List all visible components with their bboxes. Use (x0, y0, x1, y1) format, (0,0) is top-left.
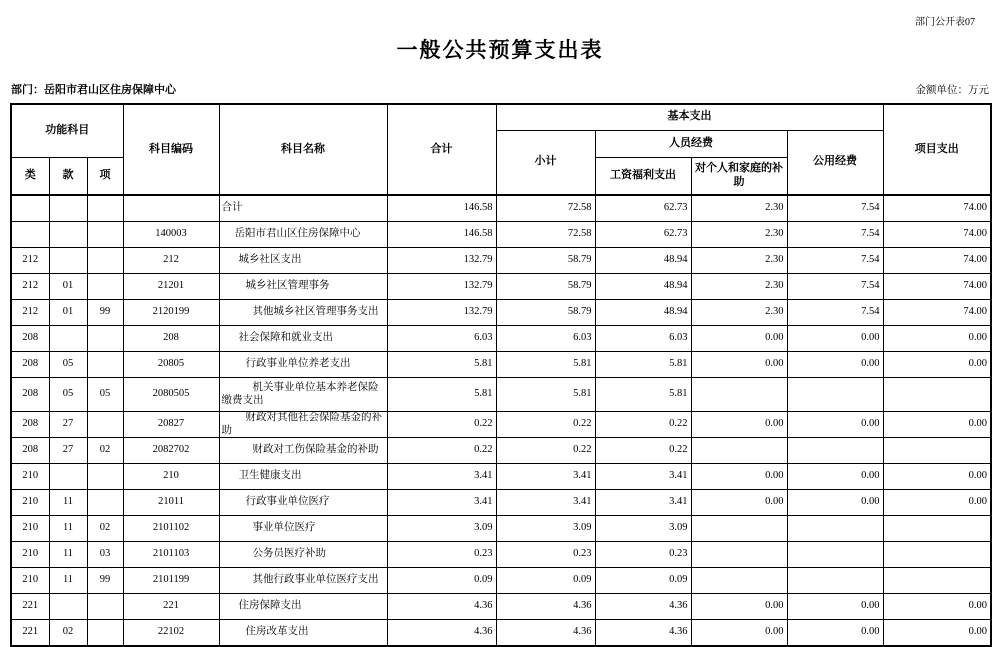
cell-code: 21201 (123, 274, 219, 300)
department-label: 部门：岳阳市君山区住房保障中心 (11, 84, 176, 96)
cell-wages: 48.94 (595, 248, 691, 274)
cell-public (787, 542, 883, 568)
table-row (11, 490, 991, 516)
cell-item: 99 (87, 300, 123, 326)
cell-project: 0.00 (883, 490, 991, 516)
cell-code: 22102 (123, 620, 219, 647)
cell-total: 4.36 (387, 620, 496, 647)
cell-code: 221 (123, 594, 219, 620)
cell-class: 208 (11, 326, 49, 352)
table-row (11, 326, 991, 352)
cell-name: 社会保障和就业支出 (219, 326, 387, 352)
cell-wages: 0.22 (595, 412, 691, 438)
cell-subtotal: 5.81 (496, 378, 595, 412)
cell-code: 210 (123, 464, 219, 490)
cell-project (883, 542, 991, 568)
cell-name: 城乡社区管理事务 (219, 274, 387, 300)
table-row (11, 412, 991, 438)
cell-total: 3.09 (387, 516, 496, 542)
table-row (11, 352, 991, 378)
cell-class: 221 (11, 620, 49, 647)
header-subtotal: 小计 (496, 130, 595, 195)
cell-subtotal: 72.58 (496, 195, 595, 222)
cell-class: 208 (11, 438, 49, 464)
cell-wages: 4.36 (595, 594, 691, 620)
cell-name: 财政对其他社会保险基金的补助 (219, 412, 387, 438)
cell-class: 212 (11, 248, 49, 274)
table-row (11, 378, 991, 412)
cell-project: 0.00 (883, 412, 991, 438)
table-row (11, 464, 991, 490)
cell-public: 7.54 (787, 248, 883, 274)
cell-total: 132.79 (387, 248, 496, 274)
cell-public: 0.00 (787, 352, 883, 378)
cell-subtotal: 58.79 (496, 248, 595, 274)
amount-unit-label: 金额单位：万元 (915, 85, 989, 96)
budget-table (10, 103, 992, 647)
cell-public: 0.00 (787, 326, 883, 352)
cell-wages: 48.94 (595, 300, 691, 326)
header-section: 款 (49, 157, 87, 195)
cell-section: 11 (49, 490, 87, 516)
cell-code: 2080505 (123, 378, 219, 412)
cell-project: 0.00 (883, 464, 991, 490)
cell-personal-family (691, 438, 787, 464)
header-personnel-funds: 人员经费 (595, 130, 787, 157)
cell-class: 212 (11, 274, 49, 300)
cell-name: 公务员医疗补助 (219, 542, 387, 568)
table-row (11, 248, 991, 274)
cell-item: 03 (87, 542, 123, 568)
cell-total: 132.79 (387, 300, 496, 326)
cell-wages: 0.23 (595, 542, 691, 568)
cell-name: 卫生健康支出 (219, 464, 387, 490)
cell-public: 7.54 (787, 222, 883, 248)
cell-wages: 0.22 (595, 438, 691, 464)
cell-public: 0.00 (787, 490, 883, 516)
cell-item (87, 248, 123, 274)
cell-name: 其他行政事业单位医疗支出 (219, 568, 387, 594)
cell-public (787, 438, 883, 464)
cell-name: 财政对工伤保险基金的补助 (219, 438, 387, 464)
cell-personal-family: 0.00 (691, 326, 787, 352)
cell-subtotal: 72.58 (496, 222, 595, 248)
cell-subtotal: 3.09 (496, 516, 595, 542)
table-row (11, 594, 991, 620)
cell-code: 208 (123, 326, 219, 352)
header-total: 合计 (387, 104, 496, 195)
cell-class: 208 (11, 352, 49, 378)
cell-personal-family: 0.00 (691, 620, 787, 647)
cell-total: 0.09 (387, 568, 496, 594)
cell-wages: 0.09 (595, 568, 691, 594)
cell-code: 2101199 (123, 568, 219, 594)
cell-class (11, 195, 49, 222)
cell-subtotal: 4.36 (496, 620, 595, 647)
cell-public: 0.00 (787, 620, 883, 647)
cell-project (883, 438, 991, 464)
cell-class: 210 (11, 490, 49, 516)
cell-project: 74.00 (883, 222, 991, 248)
cell-section (49, 222, 87, 248)
cell-section: 27 (49, 412, 87, 438)
table-row (11, 438, 991, 464)
cell-personal-family: 0.00 (691, 412, 787, 438)
cell-item (87, 490, 123, 516)
cell-project: 74.00 (883, 300, 991, 326)
cell-code: 212 (123, 248, 219, 274)
cell-wages: 6.03 (595, 326, 691, 352)
cell-subtotal: 0.23 (496, 542, 595, 568)
cell-name: 岳阳市君山区住房保障中心 (219, 222, 387, 248)
table-row (11, 195, 991, 222)
header-public-funds: 公用经费 (787, 130, 883, 195)
cell-code (123, 195, 219, 222)
cell-project (883, 516, 991, 542)
cell-name: 行政事业单位养老支出 (219, 352, 387, 378)
header-wages-welfare: 工资福利支出 (595, 157, 691, 195)
cell-item (87, 195, 123, 222)
cell-public (787, 378, 883, 412)
cell-wages: 4.36 (595, 620, 691, 647)
cell-name: 合计 (219, 195, 387, 222)
cell-total: 0.22 (387, 412, 496, 438)
header-project-expenditure: 项目支出 (883, 104, 991, 195)
cell-personal-family: 0.00 (691, 490, 787, 516)
cell-personal-family: 2.30 (691, 300, 787, 326)
cell-total: 4.36 (387, 594, 496, 620)
table-header (11, 104, 991, 195)
table-row (11, 542, 991, 568)
cell-code: 20805 (123, 352, 219, 378)
cell-code: 20827 (123, 412, 219, 438)
cell-public: 7.54 (787, 195, 883, 222)
cell-code: 140003 (123, 222, 219, 248)
cell-project: 0.00 (883, 352, 991, 378)
cell-total: 6.03 (387, 326, 496, 352)
cell-subtotal: 3.41 (496, 464, 595, 490)
cell-personal-family (691, 542, 787, 568)
cell-personal-family: 2.30 (691, 248, 787, 274)
cell-project: 0.00 (883, 620, 991, 647)
cell-item (87, 274, 123, 300)
cell-wages: 62.73 (595, 222, 691, 248)
cell-personal-family: 0.00 (691, 594, 787, 620)
cell-class: 208 (11, 412, 49, 438)
cell-item (87, 326, 123, 352)
cell-item (87, 620, 123, 647)
cell-class: 210 (11, 516, 49, 542)
cell-public (787, 568, 883, 594)
cell-subtotal: 0.22 (496, 412, 595, 438)
cell-wages: 5.81 (595, 352, 691, 378)
cell-personal-family (691, 516, 787, 542)
cell-section: 11 (49, 516, 87, 542)
cell-code: 2082702 (123, 438, 219, 464)
cell-wages: 3.41 (595, 464, 691, 490)
cell-name: 事业单位医疗 (219, 516, 387, 542)
cell-section: 05 (49, 378, 87, 412)
cell-item: 02 (87, 438, 123, 464)
cell-project (883, 378, 991, 412)
cell-total: 132.79 (387, 274, 496, 300)
cell-wages: 3.09 (595, 516, 691, 542)
cell-personal-family: 0.00 (691, 352, 787, 378)
cell-item: 02 (87, 516, 123, 542)
cell-name: 行政事业单位医疗 (219, 490, 387, 516)
cell-project: 74.00 (883, 274, 991, 300)
cell-wages: 48.94 (595, 274, 691, 300)
cell-class: 210 (11, 542, 49, 568)
cell-project: 74.00 (883, 195, 991, 222)
header-subject-name: 科目名称 (219, 104, 387, 195)
cell-subtotal: 0.09 (496, 568, 595, 594)
cell-total: 0.23 (387, 542, 496, 568)
cell-code: 2101102 (123, 516, 219, 542)
cell-total: 3.41 (387, 490, 496, 516)
cell-name: 住房保障支出 (219, 594, 387, 620)
cell-item (87, 222, 123, 248)
cell-section: 01 (49, 300, 87, 326)
cell-personal-family: 2.30 (691, 195, 787, 222)
cell-item (87, 594, 123, 620)
cell-subtotal: 3.41 (496, 490, 595, 516)
table-row (11, 568, 991, 594)
cell-total: 5.81 (387, 378, 496, 412)
cell-section: 11 (49, 542, 87, 568)
cell-section (49, 195, 87, 222)
cell-total: 146.58 (387, 195, 496, 222)
cell-name: 其他城乡社区管理事务支出 (219, 300, 387, 326)
table-row (11, 300, 991, 326)
cell-name: 住房改革支出 (219, 620, 387, 647)
cell-class: 210 (11, 568, 49, 594)
table-row (11, 516, 991, 542)
table-body (11, 195, 991, 646)
cell-class: 208 (11, 378, 49, 412)
header-item: 项 (87, 157, 123, 195)
cell-subtotal: 4.36 (496, 594, 595, 620)
cell-public: 7.54 (787, 274, 883, 300)
cell-section: 11 (49, 568, 87, 594)
cell-class (11, 222, 49, 248)
cell-project: 0.00 (883, 326, 991, 352)
cell-name: 城乡社区支出 (219, 248, 387, 274)
cell-public (787, 516, 883, 542)
cell-subtotal: 58.79 (496, 300, 595, 326)
cell-personal-family: 2.30 (691, 222, 787, 248)
cell-class: 212 (11, 300, 49, 326)
cell-section (49, 248, 87, 274)
cell-item (87, 412, 123, 438)
page-title: 一般公共预算支出表 (396, 39, 604, 62)
table-row (11, 274, 991, 300)
cell-project (883, 568, 991, 594)
form-number-label: 部门公开表07 (915, 17, 975, 28)
cell-total: 5.81 (387, 352, 496, 378)
cell-public: 0.00 (787, 594, 883, 620)
cell-public: 0.00 (787, 464, 883, 490)
cell-name: 机关事业单位基本养老保险缴费支出 (219, 378, 387, 412)
cell-item: 99 (87, 568, 123, 594)
cell-personal-family: 2.30 (691, 274, 787, 300)
cell-item (87, 352, 123, 378)
cell-section: 02 (49, 620, 87, 647)
cell-public: 0.00 (787, 412, 883, 438)
header-class: 类 (11, 157, 49, 195)
cell-subtotal: 5.81 (496, 352, 595, 378)
cell-project: 74.00 (883, 248, 991, 274)
cell-section (49, 326, 87, 352)
cell-wages: 5.81 (595, 378, 691, 412)
cell-public: 7.54 (787, 300, 883, 326)
table-row (11, 620, 991, 647)
cell-wages: 62.73 (595, 195, 691, 222)
cell-section (49, 594, 87, 620)
cell-item (87, 464, 123, 490)
cell-class: 210 (11, 464, 49, 490)
cell-code: 2101103 (123, 542, 219, 568)
cell-total: 0.22 (387, 438, 496, 464)
cell-section: 01 (49, 274, 87, 300)
cell-subtotal: 0.22 (496, 438, 595, 464)
cell-personal-family (691, 378, 787, 412)
cell-section (49, 464, 87, 490)
cell-personal-family: 0.00 (691, 464, 787, 490)
cell-project: 0.00 (883, 594, 991, 620)
header-subject-code: 科目编码 (123, 104, 219, 195)
cell-total: 3.41 (387, 464, 496, 490)
header-functional-subject: 功能科目 (11, 104, 123, 157)
cell-subtotal: 6.03 (496, 326, 595, 352)
header-basic-expenditure: 基本支出 (496, 104, 883, 130)
cell-section: 27 (49, 438, 87, 464)
cell-code: 21011 (123, 490, 219, 516)
cell-section: 05 (49, 352, 87, 378)
header-personal-family-subsidy: 对个人和家庭的补助 (691, 157, 787, 195)
cell-code: 2120199 (123, 300, 219, 326)
cell-wages: 3.41 (595, 490, 691, 516)
cell-personal-family (691, 568, 787, 594)
table-row (11, 222, 991, 248)
cell-item: 05 (87, 378, 123, 412)
cell-subtotal: 58.79 (496, 274, 595, 300)
cell-class: 221 (11, 594, 49, 620)
cell-total: 146.58 (387, 222, 496, 248)
